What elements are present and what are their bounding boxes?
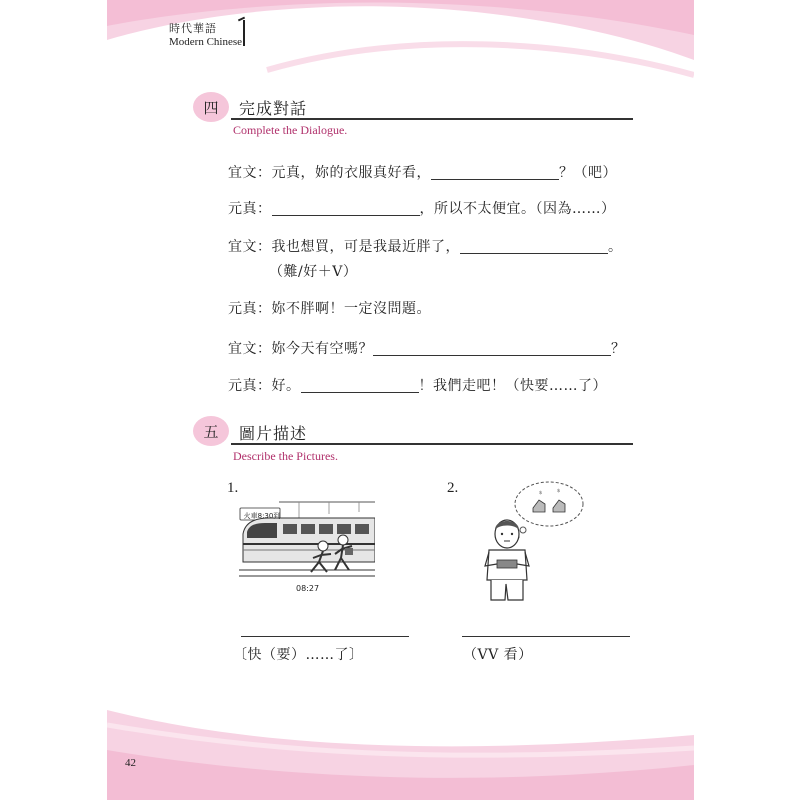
section-five-rule [231,443,633,445]
svg-text:$: $ [557,488,561,494]
speaker: 元真： [228,301,272,317]
section-five-badge: 五 [193,416,229,446]
section-four-title: 完成對話 [239,99,308,118]
section-four-badge: 四 [193,92,229,122]
picture-1-hint: 〔快（要）……了〕 [233,647,364,663]
speaker: 元真： [228,378,272,394]
line-text-after: 。 [608,239,623,255]
answer-blank[interactable] [431,165,559,180]
line-text-after: ？ [611,341,626,357]
speaker: 宜文： [228,239,272,255]
station-clock-time: 08:27 [296,584,320,593]
line-text: 我也想買，可是我最近胖了， [271,239,460,255]
section-four-subtitle: Complete the Dialogue. [233,123,348,137]
workbook-page [107,0,694,800]
line-text: 妳今天有空嗎？ [271,341,373,357]
page-number: 42 [125,757,136,769]
answer-blank[interactable] [272,201,420,216]
pink-wave-footer-decoration [107,680,694,800]
dialogue-line-3 [228,236,623,256]
dialogue-line-6 [228,375,607,395]
speaker: 宜文： [228,341,272,357]
speaker: 元真： [228,201,272,217]
volume-one-mark [243,16,247,46]
picture-1-answer-line[interactable] [241,636,409,637]
picture-1-number: 1. [227,480,239,496]
book-title-chinese: 時代華語 [169,22,217,35]
book-title-english: Modern Chinese [169,36,243,48]
boy-thinking-about-shoes-illustration [477,478,587,604]
dialogue-line-4 [228,298,431,318]
answer-blank[interactable] [460,239,608,254]
section-four-rule [231,118,633,120]
train-arrival-sign: 火車8:30到 [243,512,281,520]
dialogue-line-5 [228,338,626,358]
answer-blank[interactable] [301,378,419,393]
picture-2-number: 2. [447,480,459,496]
picture-2-answer-line[interactable] [462,636,630,637]
line-text: 好。 [271,378,301,394]
svg-text:$: $ [539,490,543,496]
dialogue-line-1 [228,162,617,182]
line-text: 元真，妳的衣服真好看， [271,165,431,181]
section-five-title: 圖片描述 [239,424,308,443]
picture-2-hint: （VV 看） [463,647,533,663]
answer-blank[interactable] [373,341,611,356]
line-text-after: ，所以不太便宜。（因為……） [419,201,616,217]
line-text: 妳不胖啊！一定沒問題。 [271,301,431,317]
line-text-after: ？（吧） [559,165,617,181]
speaker: 宜文： [228,165,272,181]
book-title [169,20,242,48]
dialogue-line-2 [228,198,616,218]
line-text-after: ！我們走吧！（快要……了） [418,378,607,394]
dialogue-line-3-hint: （難/好＋V） [269,264,358,280]
section-five-subtitle: Describe the Pictures. [233,449,338,463]
